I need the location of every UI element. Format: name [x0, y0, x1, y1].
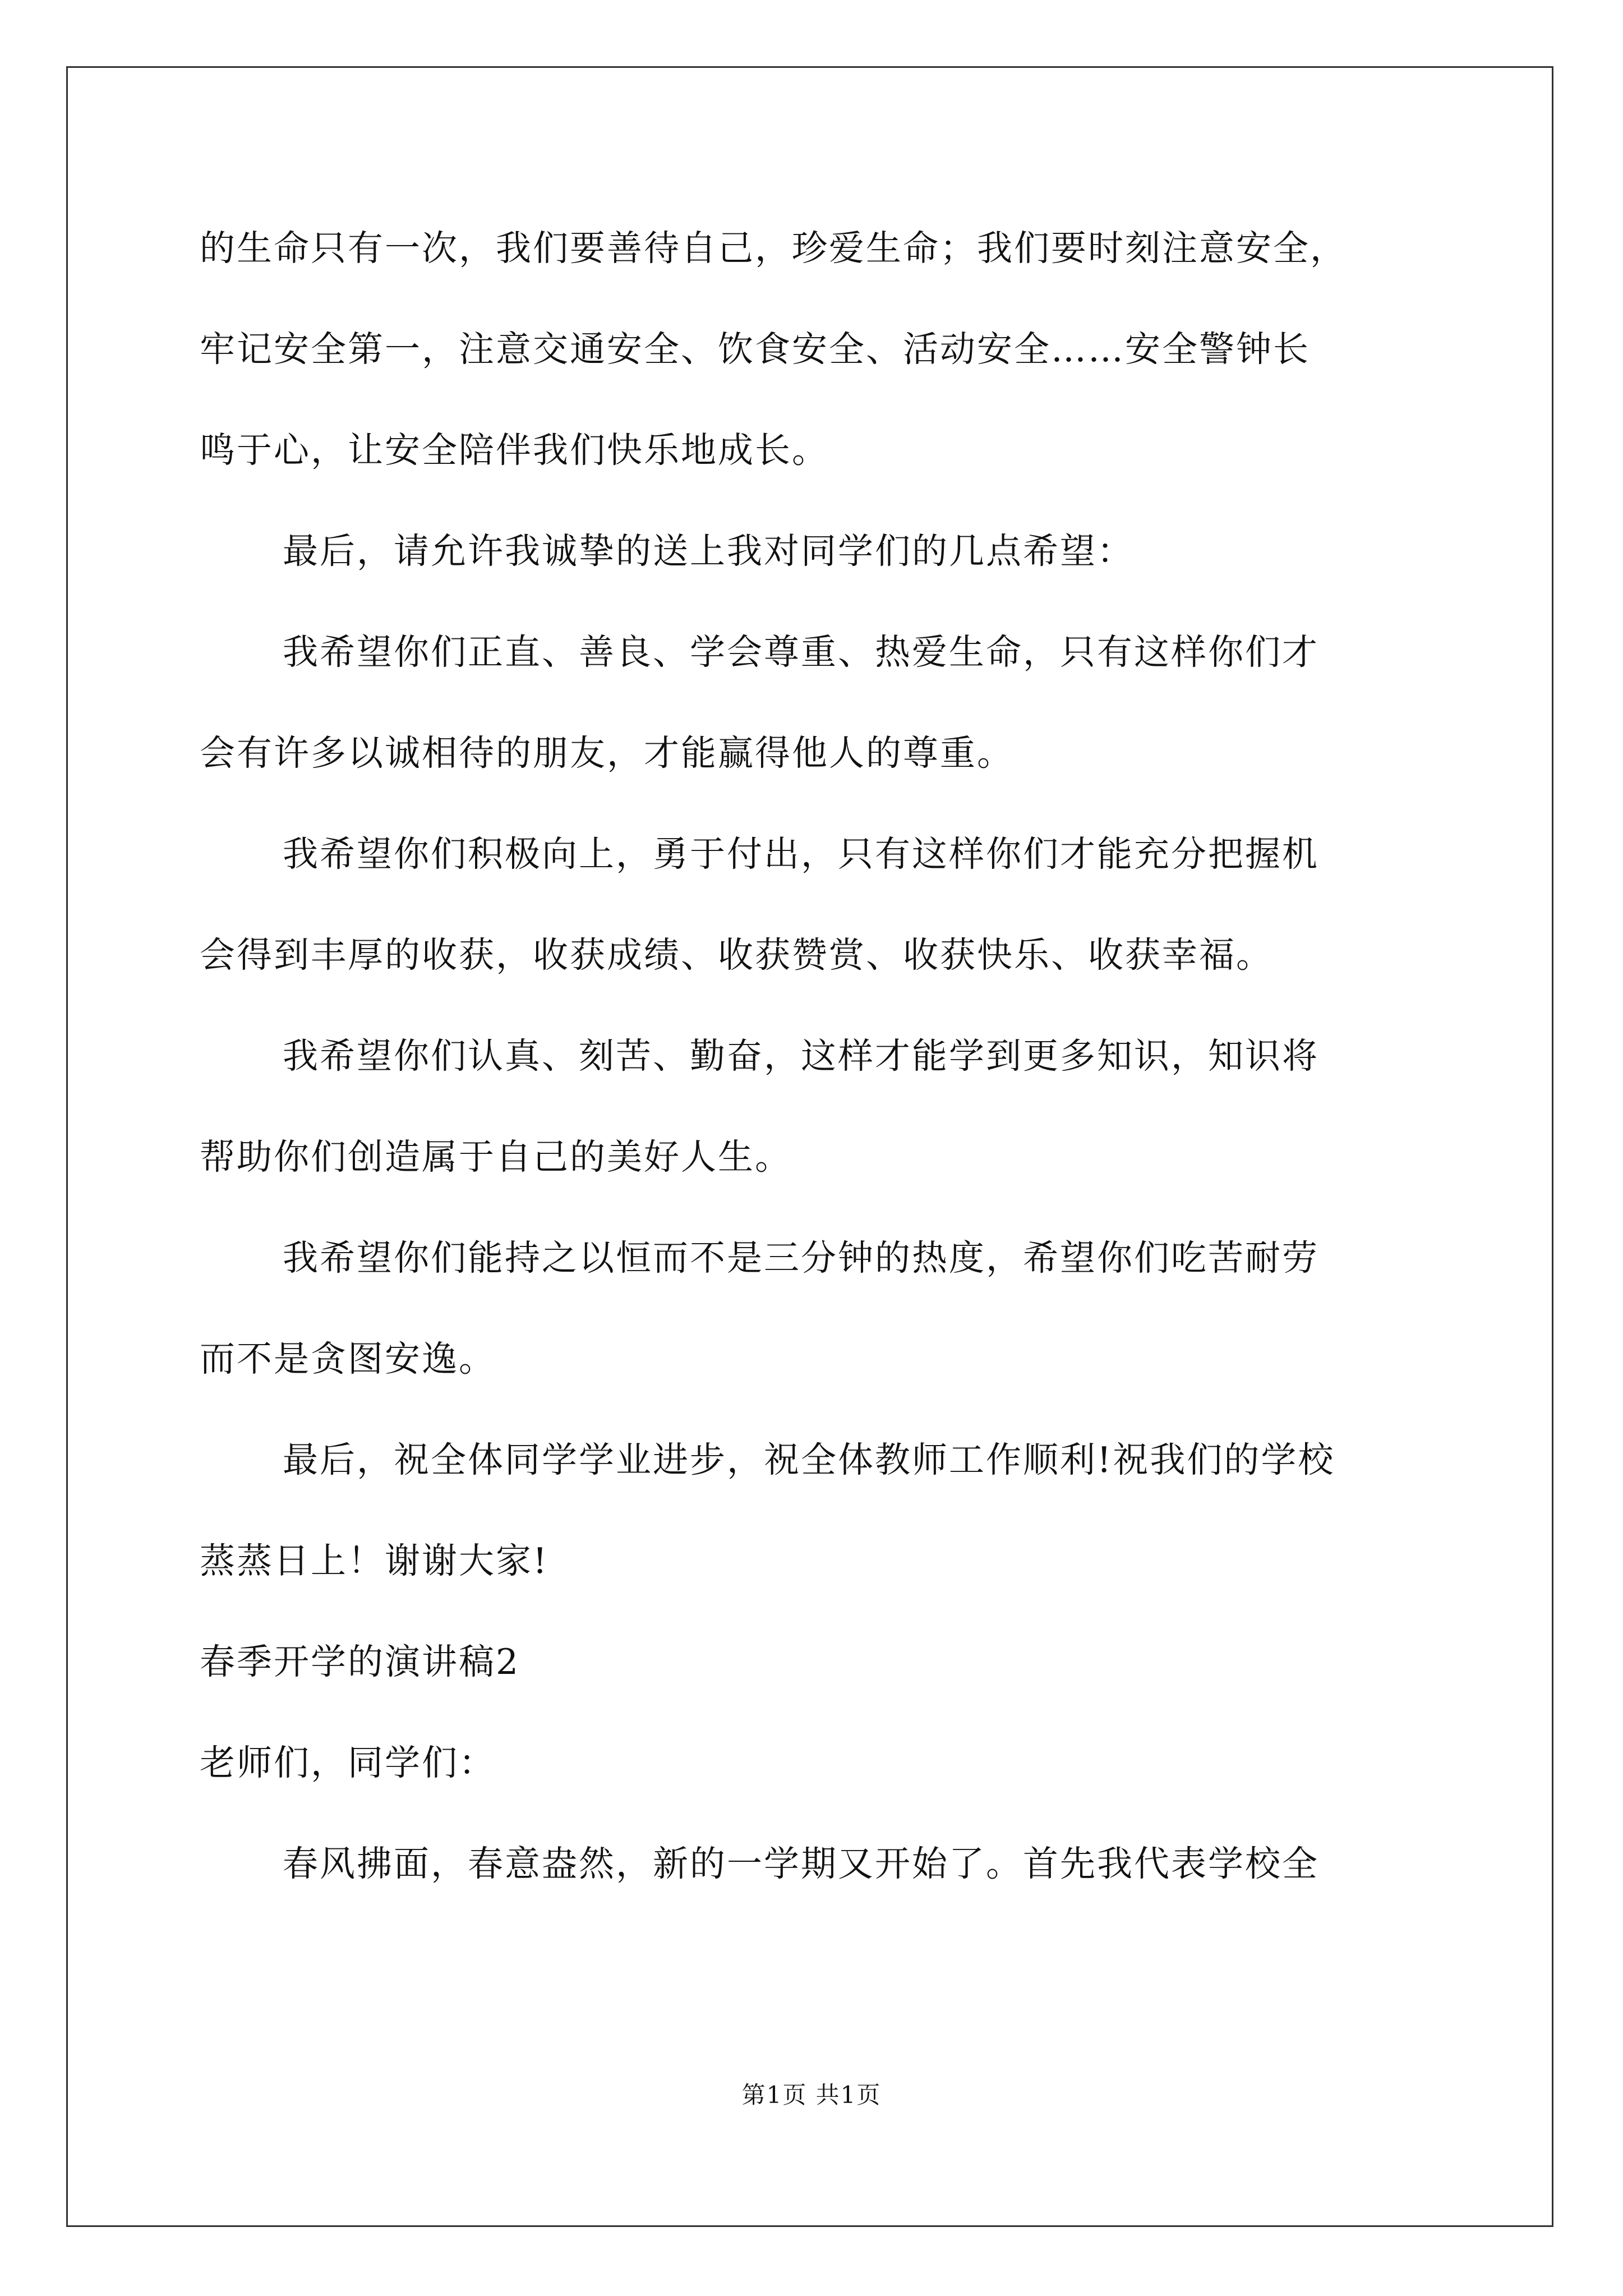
paragraph-line: 我希望你们认真、刻苦、勤奋，这样才能学到更多知识，知识将 — [283, 1036, 1319, 1076]
section-title: 春季开学的演讲稿2 — [200, 1641, 520, 1682]
paragraph-line: 我希望你们积极向上，勇于付出，只有这样你们才能充分把握机 — [283, 834, 1319, 875]
paragraph-line: 蒸蒸日上！谢谢大家! — [200, 1540, 549, 1581]
paragraph-line: 最后，祝全体同学学业进步，祝全体教师工作顺利!祝我们的学校 — [283, 1439, 1335, 1480]
paragraph-line: 牢记安全第一，注意交通安全、饮食安全、活动安全……安全警钟长 — [200, 329, 1310, 370]
paragraph-line: 而不是贪图安逸。 — [200, 1338, 496, 1379]
paragraph-line: 帮助你们创造属于自己的美好人生。 — [200, 1137, 792, 1177]
paragraph-line: 会得到丰厚的收获，收获成绩、收获赞赏、收获快乐、收获幸福。 — [200, 935, 1273, 976]
paragraph-line: 我希望你们正直、善良、学会尊重、热爱生命，只有这样你们才 — [283, 632, 1319, 673]
paragraph-line: 最后，请允许我诚挚的送上我对同学们的几点希望： — [283, 531, 1134, 572]
salutation: 老师们，同学们： — [200, 1742, 496, 1783]
paragraph-line: 鸣于心，让安全陪伴我们快乐地成长。 — [200, 430, 829, 471]
paragraph-line: 的生命只有一次，我们要善待自己，珍爱生命；我们要时刻注意安全， — [200, 228, 1347, 269]
paragraph-line: 会有许多以诚相待的朋友，才能赢得他人的尊重。 — [200, 733, 1014, 774]
paragraph-line: 我希望你们能持之以恒而不是三分钟的热度，希望你们吃苦耐劳 — [283, 1237, 1319, 1278]
page-footer: 第1页 共1页 — [741, 2081, 882, 2109]
paragraph-line: 春风拂面，春意盎然，新的一学期又开始了。首先我代表学校全 — [283, 1843, 1319, 1884]
